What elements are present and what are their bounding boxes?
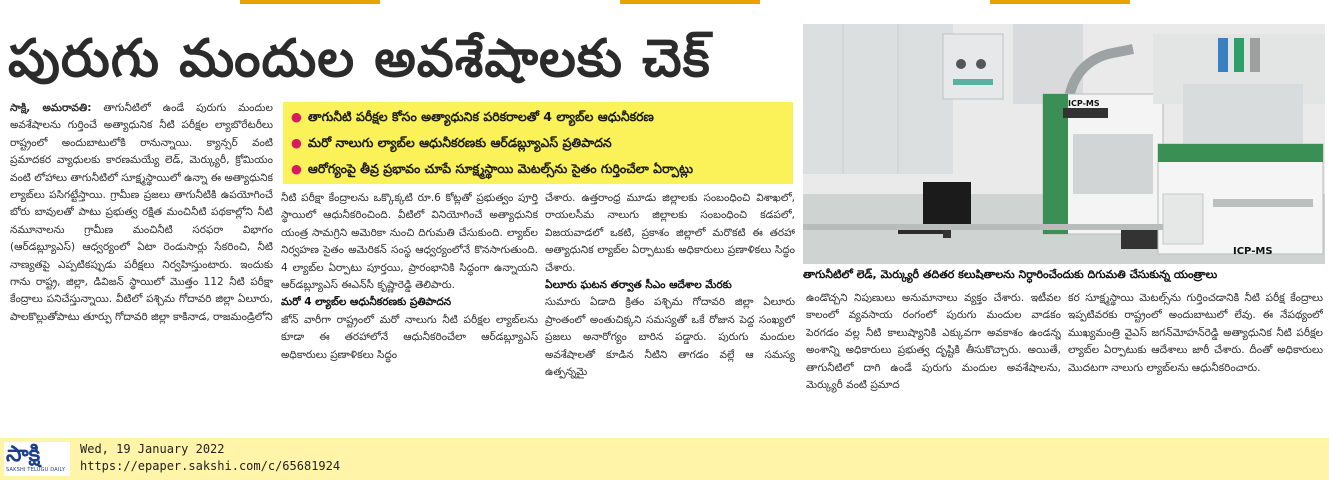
epaper-link[interactable]: https://epaper.sakshi.com/c/65681924 [80,459,341,473]
article-headline: పురుగు మందుల అవశేషాలకు చెక్ [8,29,711,89]
sakshi-logo[interactable] [4,442,70,476]
lab-equipment-photo [803,24,1325,264]
instrument-label: ICP-MS [1233,246,1273,257]
highlight-text: తాగునీటి పరీక్షల కోసం అత్యాధునిక పరికరాలతో 4 ల్యాబ్‌ల ఆధునీకరణ [307,109,654,124]
top-accent-mark [620,0,760,4]
bullet-icon: ● [291,109,302,124]
article-column-4 [806,290,1061,438]
subheading: ఏలూరు ఘటన తర్వాత సీఎం ఆదేశాల మేరకు [545,279,732,292]
column-text: కర సూక్ష్మస్థాయి మెటల్స్‌ను గుర్తించడానికి నీటి పరీక్ష కేంద్రాలు ఇప్పటివరకు రాష్ట్రంలో అందుబాటులో లేవు. ఈ నేపథ్యంలో ముఖ్యమంత్రి వైఎస్‌ జగన్‌మోహన్‌రెడ్డి అత్యాధునిక నీటి పరీక్షల ల్యాబ్‌ల ఏర్పాటుకు ఆదేశాలు జారీ చేశారు. దీంతో అధికారులు మొదటగా నాలుగు ల్యాబ్‌లను ఆధునీకరించారు. [1068,292,1323,374]
column-text: నీటి పరీక్షా కేంద్రాలను ఒక్కొక్కటి రూ.6 కోట్లతో ప్రభుత్వం పూర్తి స్థాయిలో ఆధునీకరించింది. వీటిలో వినియోగించే అత్యాధునిక యంత్ర సామగ్రిని అమెరికా నుంచి దిగుమతి చేసుకుంది. ల్యాబ్‌ల నిర్వహణ సైతం అమెరికన్‌ సంస్థ ఆధ్వర్యంలోనే కొనసాగుతుంది. 4 ల్యాబ్‌ల ఏర్పాటు పూర్తయి, ప్రారంభానికి సిద్ధంగా ఉన్నాయని ఆర్‌డబ్ల్యూఎస్‌ ఈఎన్‌సీ కృష్ణారెడ్డి తెలిపారు. [281,192,538,292]
instrument-label: ICP-MS [1068,99,1100,108]
top-accent-mark [240,0,380,4]
article-column-3 [545,190,795,438]
footer-bar [0,438,1329,480]
column-text: చేశారు. ఉత్తరాంధ్ర మూడు జిల్లాలకు సంబంధించి విశాఖలో, రాయలసీమ నాలుగు జిల్లాలకు సంబంధించి కడపలో, విజయవాడలో ఒకటి, ప్రకాశం జిల్లాలో మరొకటి ఈ తరహా అత్యాధునిక ల్యాబ్‌ల ఏర్పాటుకు అధికారులు ప్రణాళికలు సిద్ధం చేశారు. [545,192,795,274]
article-column-2 [281,190,538,438]
dateline: సాక్షి, అమరావతి: [10,102,92,114]
column-text: తాగునీటిలో ఉండే పురుగు మందుల అవశేషాలను గుర్తించే అత్యాధునిక నీటి పరీక్షల ల్యాబొరేటరీలు రాష్ట్రంలో అందుబాటులోకి రానున్నాయి. క్యాన్సర్‌ వంటి ప్రమాదకర వ్యాధులకు కారణమయ్యే లెడ్, మెర్క్యురీ, క్రోమియం వంటి లోహాలు తాగునీటిలో సూక్ష్మస్థాయిలో ఉన్నా ఈ అత్యాధునిక ల్యాబ్‌లు పసిగట్టేస్తాయి. గ్రామీణ ప్రజలు తాగునీటికి ఉపయోగించే బోరు బావులతో పాటు ప్రభుత్వ రక్షిత మంచినీటి పథకాల్లోని నీటి నమూనాలను గ్రామీణ మంచినీటి సరఫరా విభాగం (ఆర్‌డబ్ల్యూఎస్‌) ఆధ్వర్యంలో ఏటా రెండుసార్లు సేకరించి, నీటి నాణ్యతపై ఎప్పటికప్పుడు పరీక్షలు నిర్వహిస్తుంటారు. ఇందుకు గాను రాష్ట్ర, జిల్లా, డివిజన్‌ స్థాయిలో మొత్తం 112 నీటి పరీక్షా కేంద్రాలు పనిచేస్తున్నాయి. వీటిలో పశ్చిమ గోదావరి జిల్లా ఏలూరు, పాలకొల్లుతోపాటు తూర్పు గోదావరి జిల్లా కాకినాడ, రాజమండ్రిలోని [10,102,273,323]
logo-subtext: SAKSHI TELUGU DAILY [6,467,66,473]
logo-text: సాక్షి [6,442,41,467]
subheading: మరో 4 ల్యాబ్‌ల ఆధునీకరణకు ప్రతిపాదన [281,296,452,309]
highlight-text: ఆరోగ్యంపై తీవ్ర ప్రభావం చూపే సూక్ష్మస్థాయి మెటల్స్‌ను సైతం గుర్తించేలా ఏర్పాట్లు [307,161,694,176]
highlight-item [291,130,785,156]
article-column-5 [1068,290,1323,438]
column-text: జోన్‌ వారీగా రాష్ట్రంలో మరో నాలుగు నీటి పరీక్షల ల్యాబ్‌లను కూడా ఈ తరహాలోనే ఆధునీకరించేలా ఆర్‌డబ్ల్యూఎస్‌ అధికారులు ప్రణాళికలు సిద్ధం [281,313,538,361]
highlight-item [291,156,785,182]
bullet-icon: ● [291,135,302,150]
highlights-box [283,102,793,184]
highlight-text: మరో నాలుగు ల్యాబ్‌ల ఆధునీకరణకు ఆర్‌డబ్ల్యూఎస్‌ ప్రతిపాదన [307,135,612,150]
highlight-item [291,104,785,130]
top-accent-mark [990,0,1130,4]
column-text: ఉండొచ్చని నిపుణులు అనుమానాలు వ్యక్తం చేశారు. ఇటీవల కాలంలో వ్యవసాయ రంగంలో పురుగు మందుల వాడకం పెరగడం వల్ల నీటి కాలుష్యానికి ఎక్కువగా అవకాశం ఉండన్న అంశాన్ని అధికారులు ప్రభుత్వ దృష్టికి తీసుకొచ్చారు. అయితే, తాగునీటిలో దాగి ఉండే పురుగు మందుల అవశేషాలను, మెర్క్యురీ వంటి ప్రమాద [806,292,1061,392]
bullet-icon: ● [291,161,302,176]
photo-caption: తాగునీటిలో లెడ్‌, మెర్క్యురీ తదితర కలుషితాలను నిర్ధారించేందుకు దిగుమతి చేసుకున్న యంత్రాలు [803,268,1218,281]
column-text: సుమారు ఏడాది క్రితం పశ్చిమ గోదావరి జిల్లా ఏలూరు ప్రాంతంలో అంతుచిక్కని సమస్యతో ఒకే రోజున పెద్ద సంఖ్యలో ప్రజలు అనారోగ్యం బారిన పడ్డారు. పురుగు మందుల అవశేషాలతో కూడిన నీటిని తాగడం వల్లే ఆ సమస్య ఉత్పన్నమై [545,296,795,379]
edition-date: Wed, 19 January 2022 [80,442,225,456]
photo-illustration [803,24,1325,264]
article-column-1 [10,100,273,438]
top-color-bar [0,0,1329,14]
